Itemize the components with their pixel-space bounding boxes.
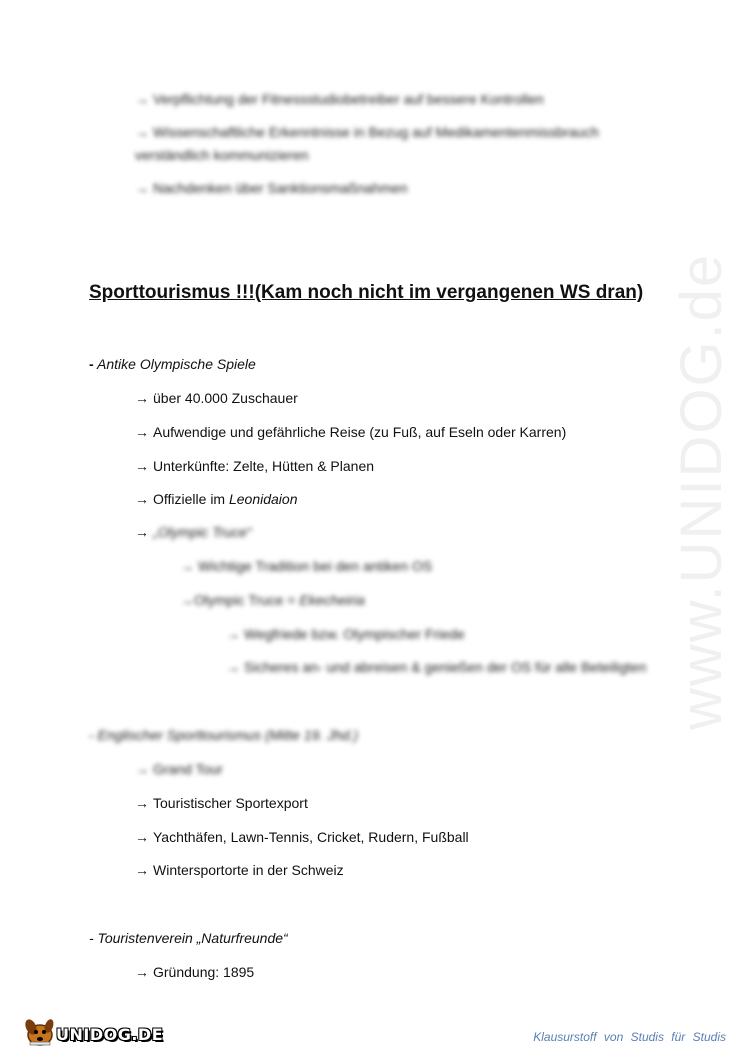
list-item: → Unterkünfte: Zelte, Hütten & Planen — [135, 458, 375, 474]
arrow-right-icon: → — [135, 964, 149, 980]
arrow-right-icon: → — [135, 390, 149, 406]
arrow-right-icon: → — [135, 180, 149, 196]
arrow-right-icon: → — [226, 626, 240, 642]
arrow-right-icon: → — [135, 795, 149, 811]
arrow-right-icon: → — [135, 761, 149, 777]
blurred-list-item-continuation: verständlich kommunizieren — [135, 147, 309, 163]
list-item: → Yachthäfen, Lawn-Tennis, Cricket, Rudern, Fußball — [135, 829, 469, 845]
blurred-sub-item: → Wichtige Tradition bei den antiken OS — [180, 558, 433, 574]
list-item: → Touristischer Sportexport — [135, 795, 308, 811]
blurred-list-item: → Nachdenken über Sanktionsmaßnahmen — [135, 180, 408, 196]
list-item: → Wintersportorte in der Schweiz — [135, 862, 344, 878]
list-item: → „Olympic Truce“ — [135, 524, 252, 540]
blurred-sub-sub-item: → Wegfriede bzw. Olympischer Friede — [226, 626, 465, 642]
arrow-right-icon: → — [135, 124, 149, 140]
unidog-logo[interactable]: UNIDOG.DE — [22, 1013, 162, 1049]
list-item: → Aufwendige und gefährliche Reise (zu Fuß, auf Eseln oder Karren) — [135, 424, 567, 440]
blurred-list-item: → Wissenschaftliche Erkenntnisse in Bezug auf Medikamentenmissbrauch — [135, 124, 599, 140]
blurred-list-item: → Grand Tour — [135, 761, 223, 777]
arrow-right-icon: → — [135, 491, 149, 507]
blurred-sub-sub-item: → Sicheres an- und abreisen & genießen der OS für alle Beteiligten — [226, 659, 647, 675]
section-title: - Touristenverein „Naturfreunde“ — [89, 930, 288, 946]
arrow-right-icon: → — [135, 91, 149, 107]
arrow-right-icon: → — [135, 458, 149, 474]
blurred-list-item: → Verpflichtung der Fitnessstudiobetreiber auf bessere Kontrollen — [135, 91, 544, 107]
list-item: → Offizielle im Leonidaion — [135, 491, 298, 507]
watermark: www.UNIDOG.de — [669, 252, 734, 730]
arrow-right-icon: → — [226, 659, 240, 675]
arrow-right-icon: → — [135, 862, 149, 878]
list-item: → über 40.000 Zuschauer — [135, 390, 298, 406]
footer-tagline: Klausurstoff von Studis für Studis — [533, 1030, 726, 1044]
section-title: - Antike Olympische Spiele — [89, 356, 256, 372]
arrow-right-icon: → — [135, 424, 149, 440]
arrow-right-icon: → — [180, 592, 194, 608]
blurred-section-title: - Englischer Sporttourismus (Mitte 19. Jhd.) — [89, 727, 359, 743]
list-item: → Gründung: 1895 — [135, 964, 255, 980]
blurred-sub-item: →Olympic Truce = Ekecheiria — [180, 592, 365, 608]
arrow-right-icon: → — [180, 558, 194, 574]
arrow-right-icon: → — [135, 524, 149, 540]
section-heading: Sporttourismus !!!(Kam noch nicht im vergangenen WS dran) — [89, 282, 644, 303]
arrow-right-icon: → — [135, 829, 149, 845]
